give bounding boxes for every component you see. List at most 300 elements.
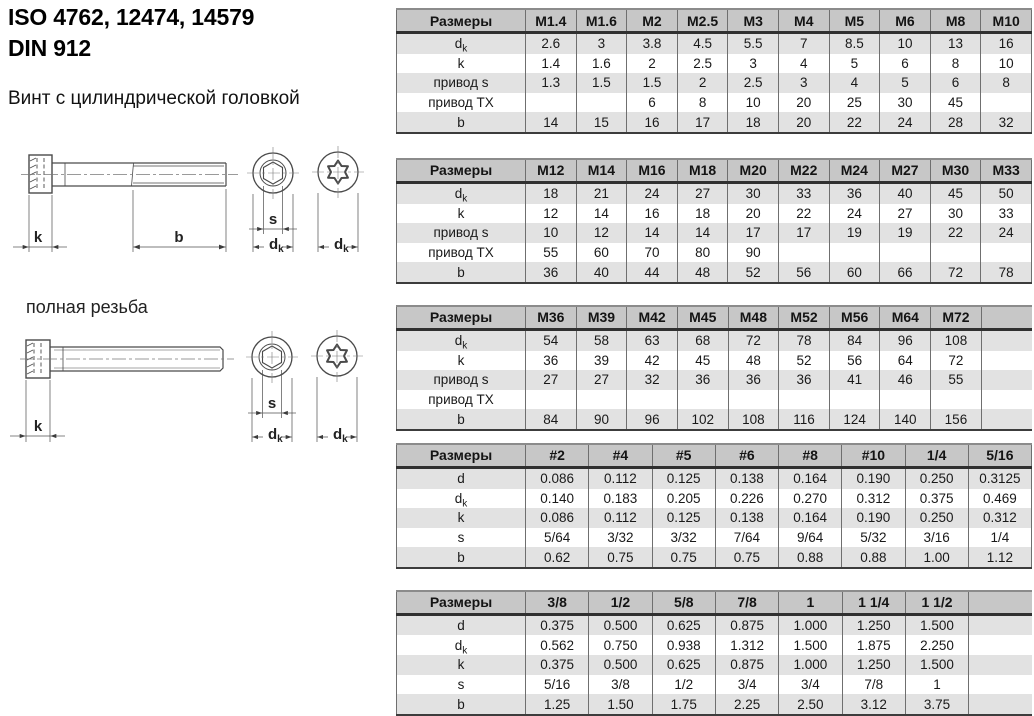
value-cell [930, 243, 981, 263]
table-row [397, 467, 1032, 488]
value-cell: 1/4 [968, 528, 1031, 548]
value-cell: 70 [627, 243, 678, 263]
column-header-sizes: Размеры [397, 159, 526, 183]
column-header: 1/4 [905, 444, 968, 468]
column-header: M52 [779, 306, 830, 330]
value-cell: 0.938 [652, 635, 715, 655]
value-cell: 27 [880, 204, 931, 224]
row-label [397, 614, 526, 635]
column-header: #4 [589, 444, 652, 468]
row-label-text: d [454, 36, 463, 52]
value-cell: 33 [778, 182, 829, 203]
value-cell: 0.270 [779, 489, 842, 509]
table-row [397, 508, 1032, 528]
value-cell: 1.312 [715, 635, 778, 655]
table-row [397, 390, 1033, 410]
value-cell: 3.75 [905, 694, 968, 715]
value-cell-blank [981, 370, 1032, 390]
value-cell: 3/4 [779, 675, 842, 695]
value-cell: 41 [829, 370, 880, 390]
value-cell: 0.75 [652, 547, 715, 568]
dimensions-table-metric-m12-m33 [396, 158, 1032, 284]
dim-label-dk: $d_k$ [333, 426, 348, 445]
value-cell: 60 [576, 243, 627, 263]
value-cell: 20 [778, 112, 829, 133]
value-cell: 1.500 [905, 655, 968, 675]
value-cell [778, 243, 829, 263]
column-header: M22 [778, 159, 829, 183]
value-cell: 8 [930, 54, 981, 74]
column-header: M20 [728, 159, 779, 183]
value-cell: 108 [931, 329, 982, 350]
value-cell: 24 [981, 223, 1032, 243]
page-title-iso: ISO 4762, 12474, 14579 [8, 4, 255, 30]
value-cell: 32 [981, 112, 1032, 133]
value-cell: 1.5 [576, 73, 627, 93]
value-cell: 2.5 [728, 73, 779, 93]
row-label [397, 694, 526, 715]
row-label [397, 489, 526, 509]
value-cell: 1.6 [576, 54, 627, 74]
value-cell: 5/16 [526, 675, 589, 695]
value-cell: 0.500 [589, 655, 652, 675]
value-cell: 5 [829, 54, 880, 74]
value-cell: 10 [880, 33, 931, 54]
value-cell: 54 [526, 329, 577, 350]
value-cell: 90 [576, 409, 627, 430]
full-thread-caption: полная резьба [26, 297, 148, 317]
value-cell: 0.086 [526, 508, 589, 528]
value-cell: 30 [930, 204, 981, 224]
value-cell: 27 [677, 182, 728, 203]
value-cell: 36 [779, 370, 830, 390]
value-cell: 45 [930, 182, 981, 203]
table-row [397, 528, 1032, 548]
column-header: 1 1/4 [842, 591, 905, 615]
column-header: M1.6 [576, 9, 627, 33]
value-cell: 0.625 [652, 655, 715, 675]
value-cell: 60 [829, 262, 880, 283]
value-cell: 27 [526, 370, 577, 390]
value-cell [829, 243, 880, 263]
table-row [397, 635, 1033, 655]
value-cell: 0.875 [715, 655, 778, 675]
value-cell: 52 [779, 351, 830, 371]
row-label-text: привод TX [428, 392, 494, 408]
value-cell: 17 [778, 223, 829, 243]
value-cell [677, 390, 728, 410]
row-label-text: b [457, 549, 465, 565]
value-cell [829, 390, 880, 410]
value-cell: 2.50 [779, 694, 842, 715]
value-cell: 2.25 [715, 694, 778, 715]
value-cell: 0.190 [842, 467, 905, 488]
row-label-text: b [457, 114, 465, 130]
dim-label-dk: $d_k$ [268, 426, 283, 445]
table-row [397, 655, 1033, 675]
value-cell: 0.375 [905, 489, 968, 509]
torx-end-view [311, 330, 363, 382]
value-cell: 8.5 [829, 33, 880, 54]
value-cell [526, 93, 577, 113]
column-header: M72 [931, 306, 982, 330]
value-cell: 116 [779, 409, 830, 430]
row-label [397, 93, 526, 113]
table-row [397, 93, 1032, 113]
value-cell: 10 [526, 223, 577, 243]
row-label-text: d [457, 618, 465, 634]
value-cell: 20 [778, 93, 829, 113]
hex-socket-end-view [247, 147, 299, 199]
value-cell: 1.250 [842, 655, 905, 675]
value-cell: 0.183 [589, 489, 652, 509]
value-cell: 48 [728, 351, 779, 371]
value-cell: 3 [576, 33, 627, 54]
dim-label-k: k [33, 418, 43, 435]
value-cell: 3 [778, 73, 829, 93]
value-cell: 0.250 [905, 467, 968, 488]
column-header: M2.5 [677, 9, 728, 33]
column-header: 5/16 [968, 444, 1031, 468]
column-header: #6 [715, 444, 778, 468]
value-cell: 0.75 [715, 547, 778, 568]
column-header: M10 [981, 9, 1032, 33]
row-label-text: b [457, 696, 465, 712]
value-cell: 1.000 [779, 655, 842, 675]
title-block [8, 2, 300, 110]
value-cell: 0.750 [589, 635, 652, 655]
table-row [397, 182, 1032, 203]
value-cell: 36 [677, 370, 728, 390]
value-cell: 33 [981, 204, 1032, 224]
row-label-text: k [457, 205, 465, 221]
value-cell: 80 [677, 243, 728, 263]
value-cell: 0.375 [526, 655, 589, 675]
value-cell: 8 [981, 73, 1032, 93]
value-cell: 19 [829, 223, 880, 243]
value-cell: 22 [829, 112, 880, 133]
value-cell: 7/8 [842, 675, 905, 695]
column-header: M6 [880, 9, 931, 33]
value-cell: 46 [880, 370, 931, 390]
value-cell: 1.250 [842, 614, 905, 635]
value-cell: 39 [576, 351, 627, 371]
value-cell: 1.3 [526, 73, 577, 93]
column-header: 1 1/2 [905, 591, 968, 615]
value-cell: 1.500 [905, 614, 968, 635]
row-label-text: d [457, 471, 465, 487]
row-label-text: привод TX [428, 95, 494, 111]
value-cell: 2.250 [905, 635, 968, 655]
row-label-subscript: k [462, 498, 468, 510]
row-label [397, 675, 526, 695]
value-cell: 0.138 [715, 467, 778, 488]
table-row [397, 547, 1032, 568]
row-label [397, 409, 526, 430]
row-label-text: k [457, 55, 465, 71]
value-cell: 12 [526, 204, 577, 224]
value-cell: 20 [728, 204, 779, 224]
column-header: M3 [728, 9, 779, 33]
table-row [397, 262, 1032, 283]
value-cell: 18 [728, 112, 779, 133]
table-row [397, 54, 1032, 74]
row-label-subscript: k [462, 193, 468, 205]
value-cell: 16 [981, 33, 1032, 54]
column-header: 1 [779, 591, 842, 615]
value-cell: 2 [627, 54, 678, 74]
value-cell: 84 [526, 409, 577, 430]
dimension-tables [396, 0, 1032, 716]
table-header-row [397, 159, 1032, 183]
value-cell: 45 [677, 351, 728, 371]
row-label [397, 204, 526, 224]
column-header: M2 [627, 9, 678, 33]
value-cell: 12 [576, 223, 627, 243]
column-header-blank [969, 591, 1032, 615]
table-row [397, 614, 1033, 635]
column-header-blank [981, 306, 1032, 330]
value-cell: 42 [627, 351, 678, 371]
value-cell: 1.5 [627, 73, 678, 93]
column-header: #10 [842, 444, 905, 468]
row-label-text: привод s [433, 225, 489, 241]
table-row [397, 409, 1033, 430]
row-label [397, 528, 526, 548]
value-cell: 1.75 [652, 694, 715, 715]
value-cell-blank [969, 694, 1032, 715]
value-cell [728, 390, 779, 410]
value-cell: 68 [677, 329, 728, 350]
value-cell: 7 [778, 33, 829, 54]
value-cell: 0.312 [968, 508, 1031, 528]
value-cell: 1.000 [779, 614, 842, 635]
column-header-sizes: Размеры [397, 591, 526, 615]
value-cell: 13 [930, 33, 981, 54]
row-label [397, 635, 526, 655]
value-cell: 4.5 [677, 33, 728, 54]
value-cell: 2 [677, 73, 728, 93]
row-label-text: d [454, 637, 463, 653]
dimensions-table-imperial-large [396, 590, 1032, 716]
value-cell: 7/64 [715, 528, 778, 548]
value-cell: 0.112 [589, 508, 652, 528]
row-label-text: s [457, 676, 465, 692]
value-cell: 30 [728, 182, 779, 203]
value-cell: 78 [981, 262, 1032, 283]
row-label [397, 351, 526, 371]
row-label [397, 467, 526, 488]
value-cell: 36 [728, 370, 779, 390]
value-cell: 4 [829, 73, 880, 93]
column-header: #5 [652, 444, 715, 468]
screw-side-view [21, 155, 238, 193]
value-cell: 1.25 [526, 694, 589, 715]
value-cell: 14 [677, 223, 728, 243]
table-row [397, 675, 1033, 695]
value-cell: 0.205 [652, 489, 715, 509]
value-cell: 3 [728, 54, 779, 74]
value-cell: 28 [930, 112, 981, 133]
value-cell: 1.50 [589, 694, 652, 715]
value-cell: 0.375 [526, 614, 589, 635]
value-cell: 0.75 [589, 547, 652, 568]
column-header: M56 [829, 306, 880, 330]
value-cell: 48 [677, 262, 728, 283]
dim-label-dk: $d_k$ [269, 236, 284, 255]
value-cell-blank [981, 329, 1032, 350]
value-cell: 0.125 [652, 508, 715, 528]
value-cell: 32 [627, 370, 678, 390]
value-cell: 0.3125 [968, 467, 1031, 488]
value-cell: 0.875 [715, 614, 778, 635]
value-cell: 2.5 [677, 54, 728, 74]
value-cell: 56 [778, 262, 829, 283]
row-label-subscript: k [462, 43, 468, 55]
value-cell: 0.112 [589, 467, 652, 488]
column-header: M30 [930, 159, 981, 183]
value-cell: 0.164 [779, 467, 842, 488]
value-cell-blank [981, 390, 1032, 410]
value-cell: 6 [930, 73, 981, 93]
value-cell: 24 [829, 204, 880, 224]
row-label-text: привод s [433, 75, 489, 91]
row-label [397, 112, 526, 133]
row-label [397, 655, 526, 675]
dim-label-k: k [33, 229, 43, 246]
row-label [397, 547, 526, 568]
column-header: 1/2 [589, 591, 652, 615]
column-header: M5 [829, 9, 880, 33]
column-header: M16 [627, 159, 678, 183]
value-cell: 0.086 [526, 467, 589, 488]
row-label-text: привод s [433, 372, 489, 388]
table-row [397, 223, 1032, 243]
value-cell [981, 93, 1032, 113]
column-header-sizes: Размеры [397, 306, 526, 330]
value-cell: 3.8 [627, 33, 678, 54]
value-cell: 25 [829, 93, 880, 113]
table-row [397, 694, 1033, 715]
screw-side-view [20, 340, 234, 378]
table-row [397, 489, 1032, 509]
table-row [397, 351, 1033, 371]
value-cell: 64 [880, 351, 931, 371]
column-header-sizes: Размеры [397, 444, 526, 468]
value-cell: 5/64 [526, 528, 589, 548]
table-header-row [397, 444, 1032, 468]
value-cell: 0.62 [526, 547, 589, 568]
column-header: M8 [930, 9, 981, 33]
row-label-subscript: k [462, 340, 468, 352]
column-header: M64 [880, 306, 931, 330]
value-cell [576, 390, 627, 410]
value-cell [880, 390, 931, 410]
column-header: M24 [829, 159, 880, 183]
value-cell: 9/64 [779, 528, 842, 548]
value-cell: 14 [576, 204, 627, 224]
column-header-sizes: Размеры [397, 9, 526, 33]
value-cell: 1.00 [905, 547, 968, 568]
row-label [397, 73, 526, 93]
value-cell: 0.226 [715, 489, 778, 509]
value-cell: 84 [829, 329, 880, 350]
row-label [397, 54, 526, 74]
page-subtitle: Винт с цилиндрической головкой [8, 88, 300, 109]
value-cell: 3/32 [589, 528, 652, 548]
value-cell: 0.500 [589, 614, 652, 635]
value-cell: 16 [627, 204, 678, 224]
row-label-text: d [454, 186, 463, 202]
table-row [397, 33, 1032, 54]
value-cell: 124 [829, 409, 880, 430]
value-cell: 102 [677, 409, 728, 430]
screw-drawing-partial-thread [8, 142, 378, 260]
value-cell: 1.500 [779, 635, 842, 655]
column-header: M27 [880, 159, 931, 183]
value-cell: 5/32 [842, 528, 905, 548]
value-cell: 30 [880, 93, 931, 113]
value-cell: 1/2 [652, 675, 715, 695]
value-cell: 22 [930, 223, 981, 243]
value-cell: 58 [576, 329, 627, 350]
value-cell: 1.4 [526, 54, 577, 74]
row-label [397, 370, 526, 390]
column-header: M33 [981, 159, 1032, 183]
value-cell: 36 [526, 351, 577, 371]
table-row [397, 204, 1032, 224]
value-cell: 0.469 [968, 489, 1031, 509]
table-row [397, 112, 1032, 133]
value-cell: 56 [829, 351, 880, 371]
row-label [397, 329, 526, 350]
value-cell: 14 [627, 223, 678, 243]
table-row [397, 243, 1032, 263]
column-header: M36 [526, 306, 577, 330]
value-cell: 156 [931, 409, 982, 430]
value-cell: 3.12 [842, 694, 905, 715]
value-cell: 0.138 [715, 508, 778, 528]
value-cell: 15 [576, 112, 627, 133]
column-header: 7/8 [715, 591, 778, 615]
column-header: #8 [779, 444, 842, 468]
row-label-subscript: k [462, 645, 468, 657]
value-cell: 0.312 [842, 489, 905, 509]
dim-label-s: s [267, 395, 277, 412]
value-cell: 0.190 [842, 508, 905, 528]
value-cell: 16 [627, 112, 678, 133]
value-cell: 63 [627, 329, 678, 350]
value-cell: 10 [728, 93, 779, 113]
value-cell: 50 [981, 182, 1032, 203]
row-label-text: s [457, 529, 465, 545]
value-cell-blank [969, 675, 1032, 695]
value-cell: 24 [880, 112, 931, 133]
value-cell [627, 390, 678, 410]
value-cell: 72 [930, 262, 981, 283]
value-cell: 0.88 [779, 547, 842, 568]
table-header-row [397, 306, 1033, 330]
value-cell: 140 [880, 409, 931, 430]
value-cell: 36 [829, 182, 880, 203]
row-label-text: k [457, 657, 465, 673]
value-cell: 0.140 [526, 489, 589, 509]
column-header: M42 [627, 306, 678, 330]
row-label [397, 262, 526, 283]
value-cell: 1.12 [968, 547, 1031, 568]
column-header: M14 [576, 159, 627, 183]
value-cell: 8 [677, 93, 728, 113]
